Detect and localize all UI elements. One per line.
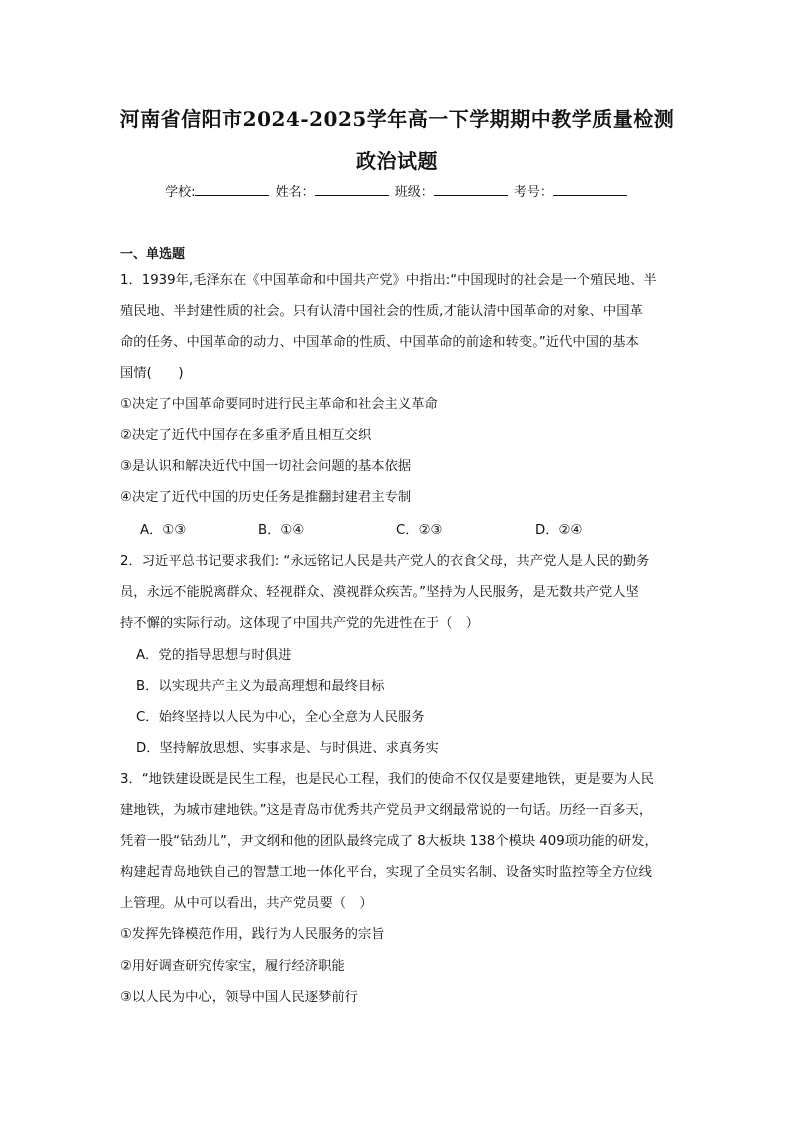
q1-statement: ②决定了近代中国存在多重矛盾且相互交织 (120, 428, 372, 443)
q1-statement: ④决定了近代中国的历史任务是推翻封建君主专制 (120, 490, 412, 505)
q3-line: 构建起青岛地铁自己的智慧工地一体化平台，实现了全员实名制、设备实时监控等全方位线 (120, 865, 652, 880)
name-label: 姓名： (275, 185, 315, 200)
q2-option-c[interactable]: C．始终坚持以人民为中心，全心全意为人民服务 (136, 710, 425, 725)
school-label: 学校: (165, 185, 196, 200)
q1-statement: ①决定了中国革命要同时进行民主革命和社会主义革命 (120, 397, 438, 412)
q1-line: 1．1939年,毛泽东在《中国革命和中国共产党》中指出:“中国现时的社会是一个殖民地、半 (120, 273, 657, 288)
q2-line: 员，永远不能脱离群众、轻视群众、漠视群众疾苦。”坚持为人民服务，是无数共产党人坚 (120, 585, 639, 600)
exam-subtitle: 政治试题 (356, 149, 438, 173)
q3-statement: ①发挥先锋模范作用，践行为人民服务的宗旨 (120, 927, 385, 942)
q2-line: 2．习近平总书记要求我们: “永远铭记人民是共产党人的衣食父母，共产党人是人民的勤务 (120, 554, 650, 569)
q1-line: 殖民地、半封建性质的社会。只有认清中国社会的性质,才能认清中国革命的对象、中国革 (120, 304, 643, 319)
q2-option-d[interactable]: D．坚持解放思想、实事求是、与时俱进、求真务实 (136, 741, 439, 756)
exam-number-blank[interactable] (553, 183, 627, 196)
q2-line: 持不懈的实际行动。这体现了中国共产党的先进性在于（ ） (120, 616, 480, 631)
q1-option-b[interactable]: B．①④ (258, 523, 305, 538)
q2-option-b[interactable]: B．以实现共产主义为最高理想和最终目标 (136, 679, 385, 694)
q1-statement: ③是认识和解决近代中国一切社会问题的基本依据 (120, 459, 412, 474)
q1-line: 命的任务、中国革命的动力、中国革命的性质、中国革命的前途和转变。”近代中国的基本 (120, 335, 639, 350)
q3-line: 3．“地铁建设既是民生工程，也是民心工程，我们的使命不仅仅是要建地铁，更是要为人民 (120, 772, 654, 787)
q3-statement: ②用好调查研究传家宝，履行经济职能 (120, 959, 345, 974)
q3-line: 凭着一股“钻劲儿”，尹文纲和他的团队最终完成了 8大板块 138个模块 409项功能的研发， (120, 834, 658, 849)
q1-line: 国情( ) (120, 366, 184, 381)
q3-line: 上管理。从中可以看出，共产党员要（ ） (120, 896, 373, 911)
student-info-row (0, 181, 794, 200)
q2-option-a[interactable]: A．党的指导思想与时俱进 (136, 648, 292, 663)
q1-option-d[interactable]: D．②④ (535, 523, 583, 538)
q1-option-c[interactable]: C．②③ (396, 523, 443, 538)
q3-statement: ③以人民为中心，领导中国人民逐梦前行 (120, 990, 358, 1005)
school-blank[interactable] (195, 183, 269, 196)
class-label: 班级： (394, 185, 434, 200)
exam-number-label: 考号： (513, 185, 553, 200)
name-blank[interactable] (315, 183, 389, 196)
q1-option-a[interactable]: A．①③ (140, 523, 187, 538)
exam-title: 河南省信阳市2024-2025学年高一下学期期中教学质量检测 (119, 107, 675, 131)
class-blank[interactable] (434, 183, 508, 196)
section-heading: 一、单选题 (120, 247, 186, 262)
q3-line: 建地铁，为城市建地铁。”这是青岛市优秀共产党员尹文纲最常说的一句话。历经一百多天， (120, 803, 653, 818)
